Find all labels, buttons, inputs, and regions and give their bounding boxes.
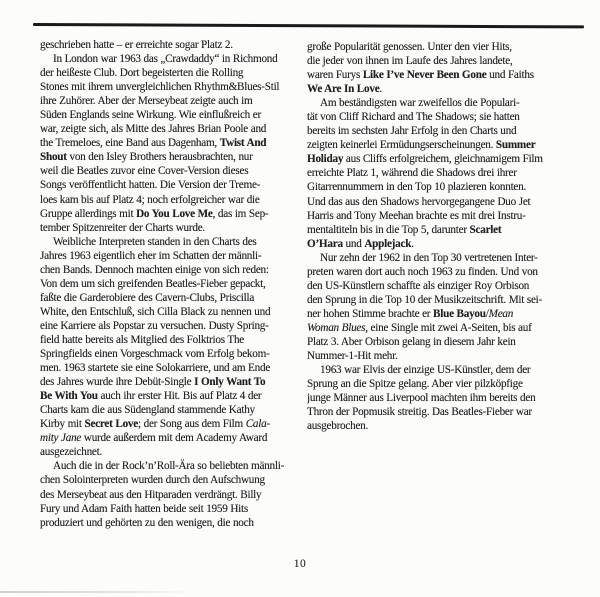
text-line (40, 291, 306, 305)
text-line (307, 251, 592, 265)
text-run: Auch die in der Rock’n’Roll-Ära so beliebten männli- (53, 460, 285, 473)
text-run: Mean (488, 307, 514, 320)
text-run: 1963 war Elvis der einzige US-Künstler, dem der (320, 364, 531, 377)
text-run: von den Isley Brothers herausbrachten, nur (66, 151, 253, 164)
text-line (307, 391, 592, 405)
text-run: zeigten keinerlei Ermüdungserscheinungen. (307, 139, 496, 152)
text-run: Springfields einen Vorgeschmack vom Erfolg bekom- (40, 348, 270, 361)
text-line (307, 166, 592, 180)
text-run: Scarlet (469, 223, 502, 236)
text-run: I Only Want To (194, 376, 266, 389)
text-run: des Jahres wurde ihre Debüt-Single (40, 376, 195, 389)
text-run: Summer (495, 139, 536, 152)
text-run: Gruppe allerdings mit (40, 207, 137, 220)
text-run: Nur zehn der 1962 in den Top 30 vertretenen Inter- (320, 251, 538, 264)
text-run: Thron der Popmusik streitig. Das Beatles-Fieber war (307, 406, 532, 419)
text-run: Applejack (364, 237, 412, 250)
text-line (40, 164, 306, 178)
text-run: We Are In Love (307, 83, 380, 96)
text-run: Be With You (40, 390, 98, 403)
text-run: des Merseybeat aus den Hitparaden verdrängt. Billy (40, 488, 262, 501)
text-run: Platz 3. Aber Orbison gelang in diesem Jahr kein (307, 335, 516, 348)
text-line (40, 108, 306, 122)
text-line (307, 110, 592, 124)
text-line (307, 180, 592, 194)
text-run: faßte die Garderobiere des Cavern-Clubs, Priscilla (40, 291, 255, 304)
text-line (40, 488, 306, 502)
text-run: der heißeste Club. Dort begeisterten die Rolling (40, 67, 244, 80)
text-run: Harris and Tony Meehan brachte es mit drei Instru- (307, 209, 526, 222)
text-run: Like I’ve Never Been Gone (362, 69, 487, 82)
text-line (40, 66, 306, 80)
text-line (40, 403, 306, 417)
text-run: waren Furys (307, 69, 363, 82)
text-line (40, 193, 306, 207)
text-line (307, 124, 592, 138)
text-run: . (411, 237, 414, 250)
text-run: preten waren dort auch noch 1963 zu finden. Und von (307, 265, 538, 278)
text-run: loes kam bis auf Platz 4; noch erfolgreicher war die (40, 193, 260, 206)
text-run: Von dem um sich greifenden Beatles-Fieber gepackt, (40, 277, 266, 290)
text-line (40, 277, 306, 291)
text-run: Jahres 1963 eigentlich eher im Schatten der männli- (40, 249, 262, 262)
text-line (307, 349, 592, 363)
text-line (307, 82, 592, 96)
header-rule (33, 23, 584, 28)
text-run: . (379, 83, 382, 96)
text-run: große Popularität genossen. Unter den vier Hits, (307, 41, 512, 53)
text-line (40, 333, 306, 347)
text-run: war, zeigte sich, als Mitte des Jahres Brian Poole and (40, 123, 267, 136)
text-line (307, 195, 592, 209)
text-run: / (485, 307, 489, 320)
text-column-right (307, 40, 592, 433)
text-line (40, 459, 306, 473)
text-run: wurde außerdem mit dem Academy Award (81, 432, 268, 445)
text-line (40, 221, 306, 235)
text-line (40, 473, 306, 487)
text-line (307, 293, 592, 307)
text-run: ; der Song aus dem Film (138, 418, 246, 431)
text-line (40, 305, 306, 319)
text-line (40, 178, 306, 192)
text-line (307, 363, 592, 377)
text-line (307, 307, 592, 321)
text-line (307, 40, 592, 54)
text-run: Kirby mit (40, 418, 85, 431)
text-run: Charts kam die aus Südengland stammende Kathy (40, 404, 255, 417)
text-line (307, 96, 592, 110)
text-run: den Sprung in die Top 10 der Musikzeitschrift. Mit sei- (307, 293, 543, 306)
text-run: field hatte bereits als Mitglied des Folktrios The (40, 333, 245, 346)
text-run: , das im Sep- (212, 207, 269, 220)
text-run: Holiday (307, 153, 344, 166)
text-run: tember Spitzenreiter der Charts wurde. (40, 221, 205, 234)
text-line (40, 445, 306, 459)
page-number: 10 (293, 558, 307, 570)
text-run: White, den Entschluß, sich Cilla Black zu nennen und (40, 305, 271, 318)
text-run: die jeder von ihnen im Laufe des Jahres landete, (307, 55, 513, 68)
text-run: produziert und gehörten zu den wenigen, die noch (40, 516, 254, 529)
text-line (40, 361, 306, 375)
text-run: eine Karriere als Popstar zu versuchen. Dusty Spring- (40, 319, 269, 332)
text-run: O’Hara (307, 237, 343, 250)
text-line (307, 68, 592, 82)
text-run: Do You Love Me (136, 207, 213, 220)
text-line (307, 321, 592, 335)
text-run: Am beständigsten war zweifellos die Populari- (320, 97, 520, 110)
text-run: ausgebrochen. (307, 420, 369, 433)
text-line (307, 377, 592, 391)
text-line (40, 235, 306, 249)
text-line (307, 279, 592, 293)
text-run: junge Männer aus Liverpool machten ihm bereits den (307, 392, 536, 405)
text-run: Fury und Adam Faith hatten beide seit 1959 Hits (40, 502, 248, 515)
text-line (307, 223, 592, 237)
text-run: Woman Blues (307, 321, 366, 334)
text-line (307, 209, 592, 223)
text-run: chen Bands. Dennoch machten einige von sich reden: (40, 263, 269, 276)
text-line (40, 136, 306, 150)
text-line (307, 265, 592, 279)
text-run: the Tremeloes, eine Band aus Dagenham, (40, 137, 220, 150)
text-line (40, 263, 306, 277)
text-line (40, 417, 306, 431)
text-run: Sprung an die Spitze gelang. Aber vier pilzköpfige (307, 378, 523, 391)
text-line (307, 335, 592, 349)
text-line (40, 122, 306, 136)
text-run: , eine Single mit zwei A-Seiten, bis auf (365, 321, 532, 334)
text-run: mentaltiteln bis in die Top 5, darunter (307, 223, 470, 236)
text-run: men. 1963 startete sie eine Solokarriere, und am Ende (40, 362, 271, 375)
text-run: Cala- (245, 418, 270, 431)
text-run: Songs veröffentlicht hatten. Die Version der Treme- (40, 179, 261, 192)
text-line (307, 54, 592, 68)
text-run: aus Cliffs erfolgreichem, gleichnamigem Film (343, 153, 543, 166)
text-line (40, 347, 306, 361)
text-line (40, 52, 306, 66)
text-line (40, 516, 306, 530)
text-run: und (342, 237, 365, 250)
text-run: Gitarrennummern in den Top 10 plazieren konnten. (307, 181, 527, 194)
text-run: geschrieben hatte – er erreichte sogar Platz 2. (40, 39, 233, 51)
text-run: ausgezeichnet. (40, 446, 103, 459)
text-run: tät von Cliff Richard and The Shadows; sie hatten (307, 111, 520, 124)
text-line (307, 419, 592, 433)
text-line (40, 249, 306, 263)
text-run: ihre Zuhörer. Aber der Merseybeat zeigte auch im (40, 95, 253, 108)
text-line (40, 38, 306, 52)
text-run: Nummer-1-Hit mehr. (307, 350, 398, 363)
text-column-left (40, 38, 306, 530)
scan-artifact-line (0, 591, 196, 593)
text-line (307, 152, 592, 166)
text-run: Weibliche Interpreten standen in den Charts des (53, 235, 257, 248)
text-run: Süden Englands seine Wirkung. Wie einflußreich er (40, 109, 261, 122)
text-line (40, 389, 306, 403)
text-run: mity Jane (40, 432, 82, 445)
text-run: Secret Love (84, 418, 138, 431)
text-line (40, 319, 306, 333)
text-run: den US-Künstlern schaffte als einziger Roy Orbison (307, 279, 530, 292)
text-run: Und das aus den Shadows hervorgegangene Duo Jet (307, 195, 531, 208)
text-run: chen Solointerpreten wurden durch den Aufschwung (40, 474, 265, 487)
text-run: auch ihr erster Hit. Bis auf Platz 4 der (97, 390, 262, 403)
text-run: ner hohen Stimme brachte er (307, 307, 434, 320)
text-line (40, 150, 306, 164)
text-line (307, 138, 592, 152)
text-line (40, 375, 306, 389)
text-line (307, 237, 592, 251)
text-run: und Faiths (486, 69, 534, 82)
text-line (40, 207, 306, 221)
text-line (40, 94, 306, 108)
text-run: erreichte Platz 1, während die Shadows drei ihrer (307, 167, 517, 180)
text-line (40, 431, 306, 445)
text-run: In London war 1963 das „Crawdaddy“ in Richmond (53, 53, 278, 66)
text-line (40, 80, 306, 94)
text-run: bereits im sechsten Jahr Erfolg in den Charts und (307, 125, 517, 138)
text-line (307, 405, 592, 419)
text-run: Stones mit ihrem unvergleichlichen Rhythm&Blues-Stil (40, 81, 280, 94)
text-line (40, 502, 306, 516)
text-run: Twist And (219, 137, 267, 150)
text-run: weil die Beatles zuvor eine Cover-Version dieses (40, 165, 249, 178)
text-run: Shout (40, 151, 67, 164)
text-run: Blue Bayou (433, 307, 486, 320)
